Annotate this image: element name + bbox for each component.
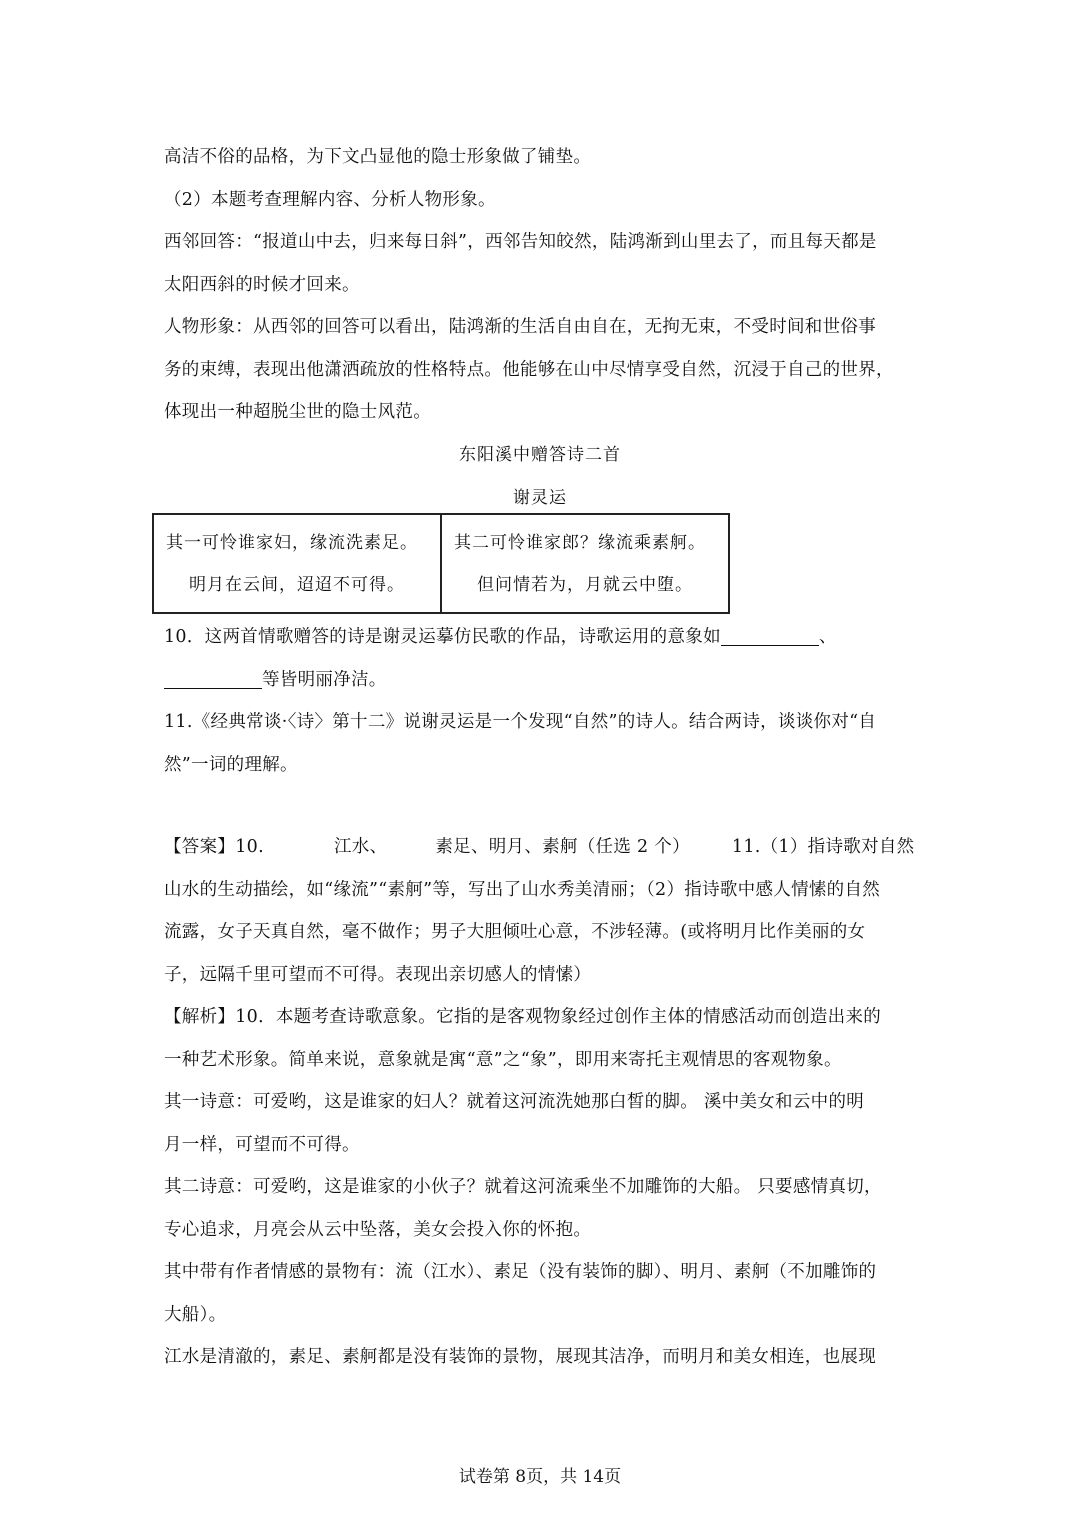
- poem-right-cell: [441, 514, 729, 613]
- poem-title: 东阳溪中赠答诗二首: [459, 444, 621, 465]
- text-line: 务的束缚，表现出他潇洒疏放的性格特点。他能够在山中尽情享受自然，沉浸于自己的世界，: [164, 359, 894, 380]
- answer-tag: 【答案】: [164, 837, 236, 857]
- poem-author: 谢灵运: [513, 487, 567, 508]
- analysis-line: 一种艺术形象。简单来说，意象就是寓“意”之“象”，即用来寄托主观情思的客观物象。: [164, 1049, 842, 1070]
- poem-line: 其二可怜谁家郎？缘流乘素舸。: [454, 532, 706, 553]
- analysis-line: 其中带有作者情感的景物有：流（江水）、素足（没有装饰的脚）、明月、素舸（不加雕饰的: [164, 1262, 877, 1282]
- section-1: [164, 136, 916, 520]
- answer-blank[interactable]: [164, 668, 262, 689]
- question-10: 10．这两首情歌赠答的诗是谢灵运摹仿民歌的作品，诗歌运用的意象如 、: [164, 627, 837, 647]
- analysis-line: 江水是清澈的，素足、素舸都是没有装饰的景物，展现其洁净，而明月和美女相连，也展现: [164, 1347, 876, 1367]
- analysis-line: 其一诗意：可爱哟，这是谁家的妇人？就着这河流洗她那白皙的脚。 溪中美女和云中的明: [164, 1092, 865, 1112]
- poem-line: 但问情若为，月就云中堕。: [477, 574, 693, 595]
- analysis-line: 其二诗意：可爱哟，这是谁家的小伙子？就着这河流乘坐不加雕饰的大船。 只要感情真切，: [164, 1177, 882, 1197]
- text-line: 体现出一种超脱尘世的隐士风范。: [164, 402, 431, 422]
- answer-blank[interactable]: [721, 625, 819, 646]
- questions: [164, 616, 916, 786]
- question-11: 11.《经典常谈·〈诗〉第十二》说谢灵运是一个发现“自然”的诗人。结合两诗，谈谈你对“自: [164, 712, 877, 732]
- text-line: 西邻回答：“报道山中去，归来每日斜”，西邻告知皎然，陆鸿渐到山里去了，而且每天都是: [164, 232, 877, 252]
- text-line: 高洁不俗的品格，为下文凸显他的隐士形象做了铺垫。: [164, 147, 592, 167]
- text-line: 太阳西斜的时候才回来。: [164, 274, 360, 295]
- analysis-line: 月一样，可望而不可得。: [164, 1134, 360, 1155]
- question-11-cont: 然”一词的理解。: [164, 754, 298, 775]
- answer-section: [164, 826, 916, 1379]
- text-line: （2）本题考查理解内容、分析人物形象。: [164, 189, 496, 210]
- poem-table: [152, 513, 730, 614]
- analysis-first-line: 【解析】10．本题考查诗歌意象。它指的是客观物象经过创作主体的情感活动而创造出来的: [164, 1007, 882, 1027]
- answer-line: 子，远隔千里可望而不可得。表现出亲切感人的情愫）: [164, 964, 592, 985]
- poem-line: 其一可怜谁家妇，缘流洗素足。: [166, 532, 418, 553]
- question-10-cont: 等皆明丽净洁。: [164, 659, 916, 702]
- answer-line: 山水的生动描绘，如“缘流”“素舸”等，写出了山水秀美清丽；（2）指诗歌中感人情愫的自然: [164, 879, 881, 900]
- poem-left-cell: [153, 514, 441, 613]
- analysis-line: 专心追求，月亮会从云中坠落，美女会投入你的怀抱。: [164, 1219, 592, 1240]
- analysis-tag: 【解析】: [164, 1007, 236, 1027]
- poem-line: 明月在云间，迢迢不可得。: [189, 574, 405, 595]
- text-line: 人物形象：从西邻的回答可以看出，陆鸿渐的生活自由自在，无拘无束，不受时间和世俗事: [164, 317, 876, 337]
- answer-line: 流露，女子天真自然，毫不做作；男子大胆倾吐心意，不涉轻薄。(或将明月比作美丽的女: [164, 922, 866, 942]
- answer-first-line: 【答案】10. 江水、 素足、明月、素舸（任选 2 个） 11.（1）指诗歌对自然: [164, 837, 915, 857]
- analysis-line: 大船）。: [164, 1304, 227, 1325]
- page-footer: 试卷第 8页，共 14页: [458, 1467, 622, 1487]
